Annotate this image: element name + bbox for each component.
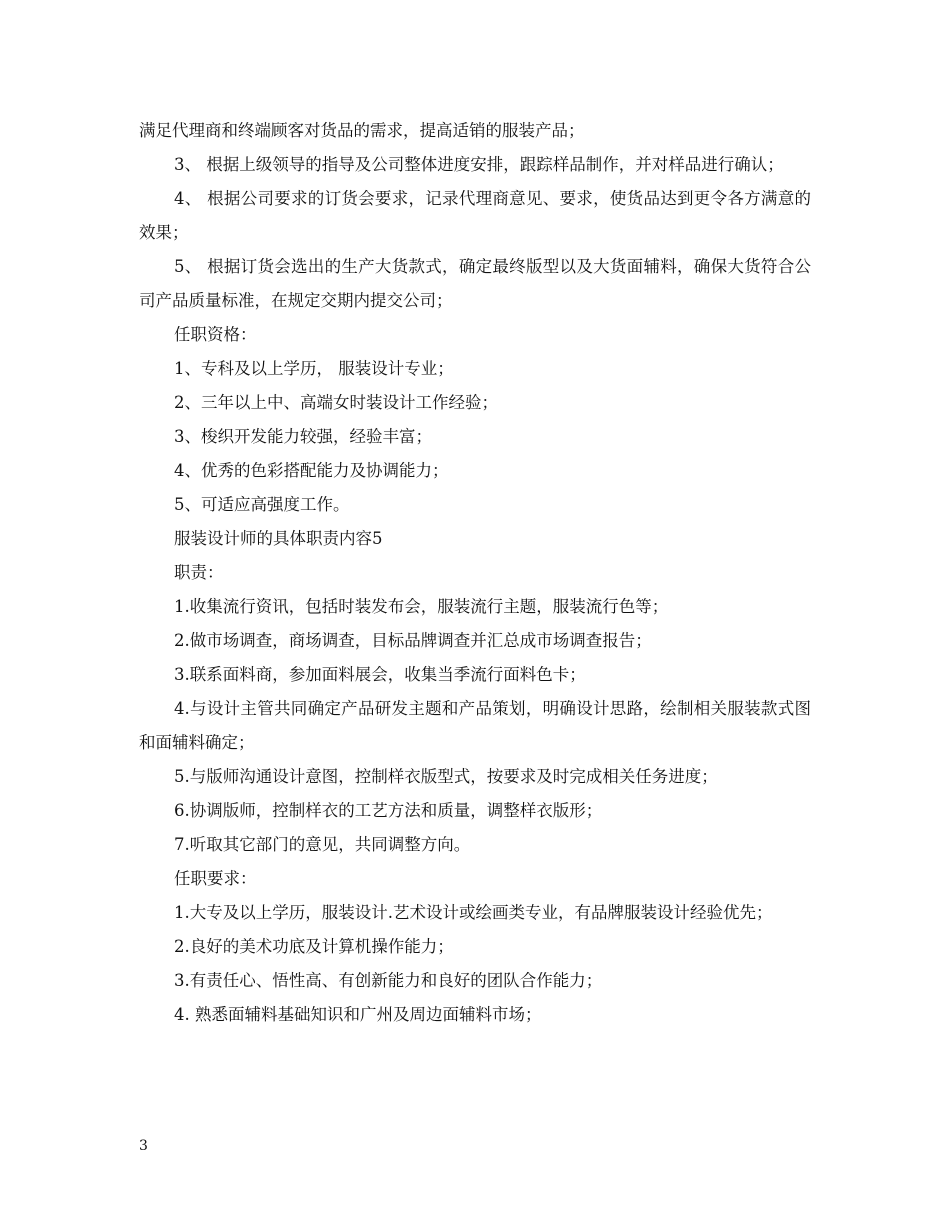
paragraph: 职责： <box>174 563 224 582</box>
paragraph: 任职要求： <box>174 869 257 888</box>
paragraph: 6.协调版师，控制样衣的工艺方法和质量，调整样衣版形； <box>174 801 603 820</box>
paragraph: 4、 根据公司要求的订货会要求，记录代理商意见、要求，使货品达到更令各方满意的效果； <box>139 189 811 242</box>
paragraph: 5.与版师沟通设计意图，控制样衣版型式，按要求及时完成相关任务进度； <box>174 767 718 786</box>
paragraph: 3.联系面料商，参加面料展会，收集当季流行面料色卡； <box>174 665 586 684</box>
paragraph: 1.收集流行资讯，包括时装发布会，服装流行主题，服装流行色等； <box>174 597 669 616</box>
paragraph: 2.做市场调查，商场调查，目标品牌调查并汇总成市场调查报告； <box>174 631 652 650</box>
paragraph: 服装设计师的具体职责内容5 <box>174 529 383 548</box>
paragraph: 4.与设计主管共同确定产品研发主题和产品策划，明确设计思路，绘制相关服装款式图和面辅料确定； <box>139 699 811 752</box>
paragraph: 3、 根据上级领导的指导及公司整体进度安排，跟踪样品制作，并对样品进行确认； <box>174 155 784 174</box>
paragraph: 任职资格： <box>174 325 257 344</box>
body-text <box>139 114 811 1032</box>
paragraph: 满足代理商和终端顾客对货品的需求，提高适销的服装产品； <box>139 121 585 140</box>
paragraph: 4、优秀的色彩搭配能力及协调能力； <box>174 461 449 480</box>
paragraph: 3.有责任心、悟性高、有创新能力和良好的团队合作能力； <box>174 971 603 990</box>
paragraph: 1.大专及以上学历，服装设计.艺术设计或绘画类专业，有品牌服装设计经验优先； <box>174 903 773 922</box>
paragraph: 3、梭织开发能力较强，经验丰富； <box>174 427 432 446</box>
paragraph: 1、专科及以上学历， 服装设计专业； <box>174 359 454 378</box>
paragraph: 4. 熟悉面辅料基础知识和广州及周边面辅料市场； <box>174 1005 542 1024</box>
paragraph: 2、三年以上中、高端女时装设计工作经验； <box>174 393 498 412</box>
paragraph: 7.听取其它部门的意见，共同调整方向。 <box>174 835 471 854</box>
page-number: 3 <box>139 1138 148 1154</box>
paragraph: 5、可适应高强度工作。 <box>174 495 350 514</box>
paragraph: 2.良好的美术功底及计算机操作能力； <box>174 937 454 956</box>
paragraph: 5、 根据订货会选出的生产大货款式，确定最终版型以及大货面辅料，确保大货符合公司产品质量标准，在规定交期内提交公司； <box>139 257 811 310</box>
